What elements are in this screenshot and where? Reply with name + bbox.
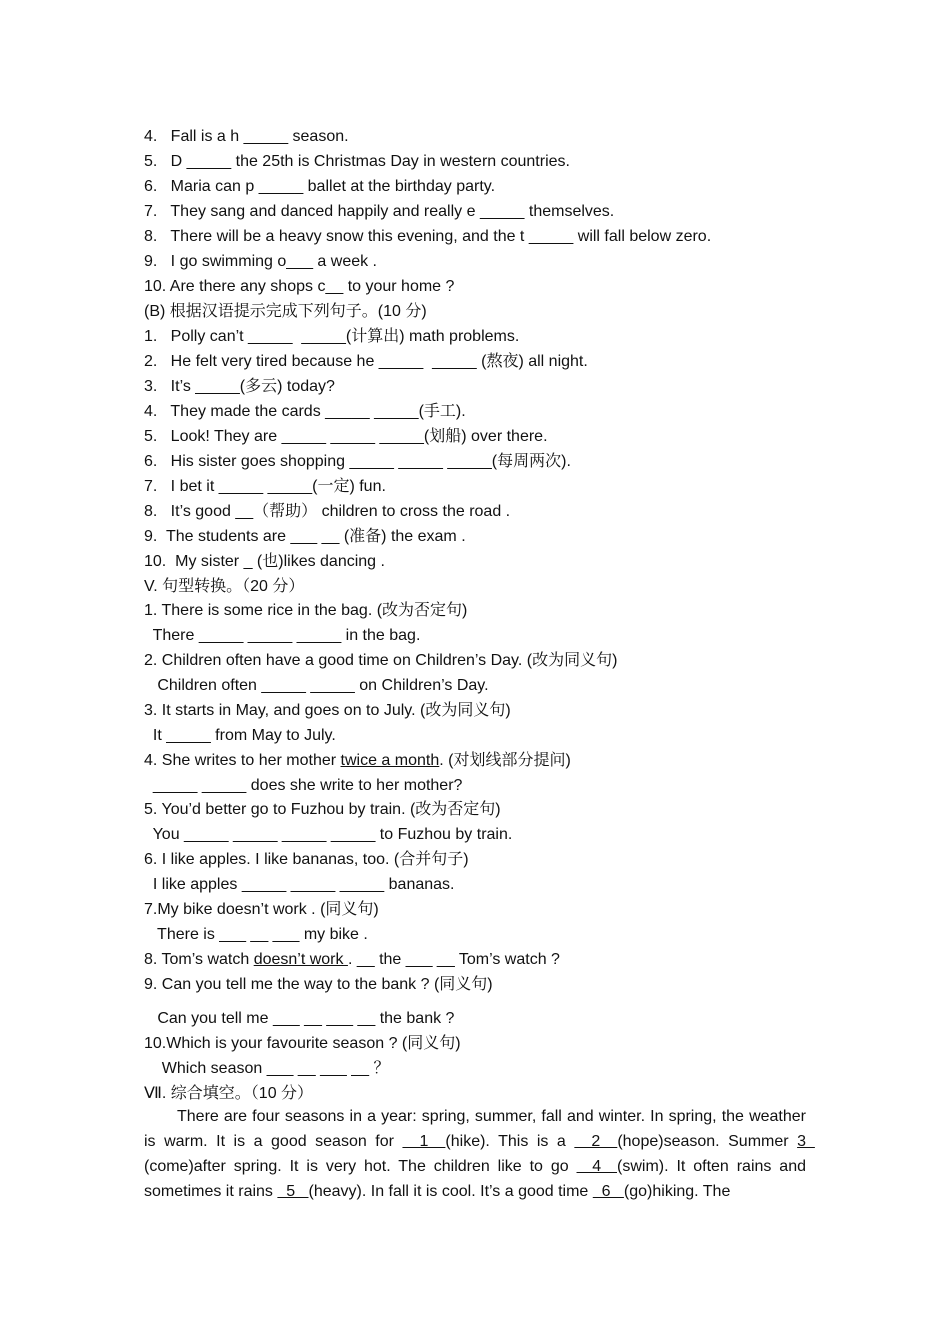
underlined-phrase: twice a month (340, 752, 440, 769)
passage-text: (swim). It often rains and sometimes it rains (144, 1158, 811, 1200)
question-v5: 5. You’d better go to Fuzhou by train. (改为否定句) (144, 801, 501, 818)
blank-6: 6 (592, 1183, 624, 1200)
question-b3: 3. It’s _____(多云) today? (144, 378, 335, 395)
question-v8 (144, 950, 560, 970)
underlined-phrase: doesn’t work (253, 951, 348, 968)
answer-line-v5: You _____ _____ _____ _____ to Fuzhou by train. (144, 826, 513, 843)
passage-text: (hope)season. Summer (617, 1133, 798, 1150)
question-a4: 4. Fall is a h _____ season. (144, 128, 349, 145)
answer-line-v6: I like apples _____ _____ _____ bananas. (144, 876, 455, 893)
question-v8-text: 8. Tom’s watch (144, 951, 254, 968)
answer-line-v7: There is ___ __ ___ my bike . (144, 926, 368, 943)
question-v4-text: 4. She writes to her mother (144, 752, 341, 769)
blank-5: 5 (277, 1183, 309, 1200)
question-v6: 6. I like apples. I like bananas, too. (合并句子) (144, 851, 469, 868)
question-a9: 9. I go swimming o___ a week . (144, 253, 377, 270)
passage-text: (go)hiking. The (623, 1183, 731, 1200)
question-b4: 4. They made the cards _____ _____(手工). (144, 403, 466, 420)
section-vii-heading: Ⅶ. 综合填空。（10 分） (144, 1085, 314, 1102)
question-a8: 8. There will be a heavy snow this evening, and the t _____ will fall below zero. (144, 228, 712, 245)
passage-text: There are four seasons in a year: spring, summer, fall and winter. In spring, the weather is warm. It is a good season for (144, 1108, 811, 1150)
cloze-passage (144, 1104, 815, 1204)
question-v4 (144, 751, 571, 771)
question-a7: 7. They sang and danced happily and really e _____ themselves. (144, 203, 615, 220)
question-a10: 10. Are there any shops c__ to your home ? (144, 278, 455, 295)
blank-4: 4 (576, 1158, 618, 1175)
question-v8-answer: . __ the ___ __ Tom’s watch ? (347, 951, 560, 968)
question-v3: 3. It starts in May, and goes on to July. (改为同义句) (144, 702, 511, 719)
question-v4-instruction: . (对划线部分提问) (439, 752, 571, 769)
question-b6: 6. His sister goes shopping _____ _____ _____(每周两次). (144, 453, 571, 470)
question-b2: 2. He felt very tired because he _____ _____ (熬夜) all night. (144, 353, 588, 370)
question-v9: 9. Can you tell me the way to the bank ? (同义句) (144, 976, 493, 993)
answer-line-v10: Which season ___ __ ___ __ ？ (144, 1060, 390, 1077)
question-b10: 10. My sister _ (也)likes dancing . (144, 553, 385, 570)
blank-2: 2 (574, 1133, 618, 1150)
question-a5: 5. D _____ the 25th is Christmas Day in western countries. (144, 153, 570, 170)
section-v-heading: V. 句型转换。（20 分） (144, 578, 305, 595)
question-b1: 1. Polly can’t _____ _____(计算出) math problems. (144, 328, 520, 345)
blank-3: 3 (797, 1133, 815, 1150)
blank-1: 1 (402, 1133, 446, 1150)
question-b5: 5. Look! They are _____ _____ _____(划船) over there. (144, 428, 548, 445)
answer-line-v4: _____ _____ does she write to her mother? (144, 777, 463, 794)
answer-line-v2: Children often _____ _____ on Children’s Day. (144, 677, 489, 694)
question-v2: 2. Children often have a good time on Children’s Day. (改为同义句) (144, 652, 618, 669)
question-b8: 8. It’s good __（帮助） children to cross the road . (144, 503, 511, 520)
passage-text: (heavy). In fall it is cool. It’s a good time (308, 1183, 593, 1200)
answer-line-v9: Can you tell me ___ __ ___ __ the bank ? (144, 1010, 455, 1027)
question-v7: 7.My bike doesn’t work . (同义句) (144, 901, 379, 918)
answer-line-v3: It _____ from May to July. (144, 727, 336, 744)
question-v1: 1. There is some rice in the bag. (改为否定句) (144, 602, 468, 619)
question-v10: 10.Which is your favourite season ? (同义句) (144, 1035, 461, 1052)
passage-text: (hike). This is a (445, 1133, 575, 1150)
question-a6: 6. Maria can p _____ ballet at the birthday party. (144, 178, 496, 195)
question-b9: 9. The students are ___ __ (准备) the exam . (144, 528, 466, 545)
question-b7: 7. I bet it _____ _____(一定) fun. (144, 478, 386, 495)
answer-line-v1: There _____ _____ _____ in the bag. (144, 627, 421, 644)
passage-text: (come)after spring. It is very hot. The children like to go (144, 1158, 577, 1175)
section-b-heading: (B) 根据汉语提示完成下列句子。(10 分) (144, 303, 427, 320)
